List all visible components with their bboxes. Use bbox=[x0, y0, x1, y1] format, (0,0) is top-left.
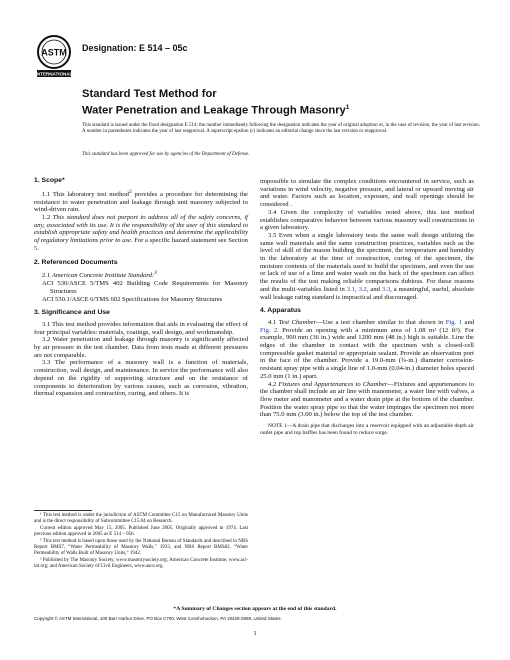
svg-text:INTERNATIONAL: INTERNATIONAL bbox=[35, 71, 73, 77]
document-title bbox=[82, 88, 482, 118]
title-footnote-mark: 1 bbox=[345, 104, 350, 111]
link-section-5[interactable]: 5 bbox=[34, 244, 38, 252]
title-line-1: Standard Test Method for bbox=[82, 88, 217, 100]
note-1: NOTE 1—A drain pipe that discharges into a reservoir equipped with an adjustable depth air outlet pipe and top baffles has been found to reduce surge. bbox=[260, 423, 474, 436]
footnote-1: ¹ This test method is under the jurisdiction of ASTM Committee C15 on Manufactured Masonry Units and is the direct responsibility of Subcommittee C15.04 on Research. bbox=[34, 513, 248, 524]
paragraph-3-3: 3.3 The performance of a masonry wall is a function of materials, construction, wall design, and maintenance. In service the performance will also depend on the rigidity of supporting structure and on the resistance of components to deterioration by various causes, such as corrosion, vibration, thermal expansion and contraction, curing, and others. It is bbox=[34, 359, 248, 398]
footnote-1-edition: Current edition approved May 15, 2005. Published June 2005. Originally approved in 1974. Last previous edition approved in 2005 as E 514 – 05b. bbox=[34, 526, 248, 537]
paragraph-3-2: 3.2 Water penetration and leakage through masonry is significantly affected by air pressure in the test chamber. Data from tests made at different pressures are not comparable. bbox=[34, 336, 248, 359]
title-line-2: Water Penetration and Leakage Through Masonry$^1$ bbox=[82, 104, 350, 117]
page-number: 1 bbox=[253, 630, 257, 637]
paragraph-4-1: 4.1 Test Chamber—Use a test chamber similar to that shown in Fig. 1 and Fig. 2. Provide an opening with a minimum area of 1.08 m² (12 ft²). For example, 900 mm (36 in.) wide and 1200 mm (48 in.) high is suitable. Line the edges of the chamber in contact with the specimen with a closed-cell compressible gasket material or appropriate sealant. Provide an observation port in the face of the chamber. Provide a 19.0-mm (¾-in.) diameter corrosion-resistant spray pipe with a single line of 1.0-mm (0.04-in.) diameter holes spaced 25.0 mm (1 in.) apart. bbox=[260, 318, 475, 380]
section-heading-referenced-documents: 2. Referenced Documents bbox=[34, 258, 118, 266]
copyright-line: Copyright © ASTM International, 100 Barr Harbor Drive, PO Box C700, West Conshohocken, PA 19428-2959, United States. bbox=[34, 616, 282, 621]
astm-logo bbox=[34, 34, 74, 80]
footnote-3: ³ Published by The Masonry Society, www.masonrysociety.org; American Concrete Institute, www.aci-int.org; and American Society of Civil Engineers, www.asce.org. bbox=[34, 557, 248, 569]
section-heading-significance: 3. Significance and Use bbox=[34, 309, 110, 317]
standard-note: This standard is issued under the fixed designation E 514; the number immediately following the designation indicates the year of original adoption or, in the case of revision, the year of last revision. A number in parentheses indicates the year of last reapproval. A superscript epsilon (ε) indicates an editorial change since the last revision or reapproval. bbox=[82, 123, 480, 134]
reference-aci-530: ACI 530/ASCE 5/TMS 402 Building Code Requirements for Masonry Structures bbox=[42, 280, 248, 295]
link-3-2[interactable]: 3.2 bbox=[358, 285, 367, 293]
paragraph-4-2: 4.2 Fixtures and Appurtenances to Chamber—Fixtures and appurtenances to the chamber shall include an air line with manometer, a water line with valves, a flow meter and manometer and a water drain pipe at the bottom of the chamber. Position the water spray pipe so that the water impinges the specimen not more than 75.0 mm (3.00 in.) below the top of the test chamber. bbox=[260, 380, 475, 419]
link-3-3[interactable]: 3.3 bbox=[381, 285, 391, 293]
footnote-2: ² This test method is based upon those used by the National Bureau of Standards and described in NBS Report BMS7, “Water Permeability of Masonry Walls,” 1933, and NBS Report BMS82, “Water Permeability of Walls Built of Masonry Units,” 1942. bbox=[34, 539, 248, 556]
paragraph-3-4: 3.4 Given the complexity of variables noted above, this test method establishes comparative behavior between various masonry wall constructions in a given laboratory. bbox=[260, 208, 474, 232]
left-column bbox=[34, 171, 248, 398]
summary-of-changes-note: *A Summary of Changes section appears at the end of this standard. bbox=[173, 606, 337, 612]
dod-approval-note: This standard has been approved for use by agencies of the Department of Defense. bbox=[82, 152, 250, 157]
paragraph-1-2: 1.2 This standard does not purport to address all of the safety concerns, if any, associated with its use. It is the responsibility of the user of this standard to establish appropriate safety and health practices and determine the applicability of regulatory limitations prior to use. For a specific hazard statement see Section 5. bbox=[34, 214, 248, 252]
section-heading-scope: 1. Scope* bbox=[34, 177, 65, 184]
footnote-divider bbox=[34, 510, 92, 511]
footnotes bbox=[34, 513, 248, 571]
svg-text:ASTM: ASTM bbox=[41, 47, 67, 58]
paragraph-3-3-continued: impossible to simulate the complex conditions encountered in service, such as variations in wind velocity, negative pressure, and lateral or upward moving air and water. Factors such as location, exposure, and wall openings should be considered . bbox=[260, 178, 474, 209]
designation: Designation: E 514 – 05c bbox=[82, 43, 188, 53]
link-fig-2[interactable]: Fig. 2 bbox=[260, 326, 278, 334]
link-3-1[interactable]: 3.1 bbox=[346, 285, 355, 293]
reference-aci-530-1: ACI 530.1/ASCE 6/TMS 602 Specifications for Masonry Structures bbox=[42, 295, 223, 303]
right-column bbox=[260, 178, 474, 436]
paragraph-1-1: 1.1 This laboratory test method$^2$ provides a procedure for determining the resistance to water penetration and leakage through unit masonry subjected to wind-driven rain. bbox=[34, 188, 248, 214]
paragraph-3-5: 3.5 Even when a single laboratory tests the same wall design utilizing the same wall materials and the same construction practices, variables such as the level of skill of the mason building the specimen, the temperature and humidity in the laboratory at the time of construction, curing of the specimen, the moisture contents of the materials used to build the specimen, and even the use or lack of use of a lime and water wash on the back of the specimen can affect the results of the test making reliable comparisons dubious. For these reasons and the multi-variables listed in 3.1, 3.2, and 3.3, a meaningful, useful, absolute wall leakage rating standard is impractical and discouraged. bbox=[260, 231, 474, 301]
paragraph-2-1: 2.1 American Concrete Institute Standard:$^3$ bbox=[42, 270, 157, 280]
paragraph-3-1: 3.1 This test method provides information that aids in evaluating the effect of four principal variables: materials, coatings, wall design, and workmanship. bbox=[34, 320, 248, 336]
link-fig-1[interactable]: Fig. 1 bbox=[445, 318, 463, 326]
section-heading-apparatus: 4. Apparatus bbox=[260, 307, 301, 315]
